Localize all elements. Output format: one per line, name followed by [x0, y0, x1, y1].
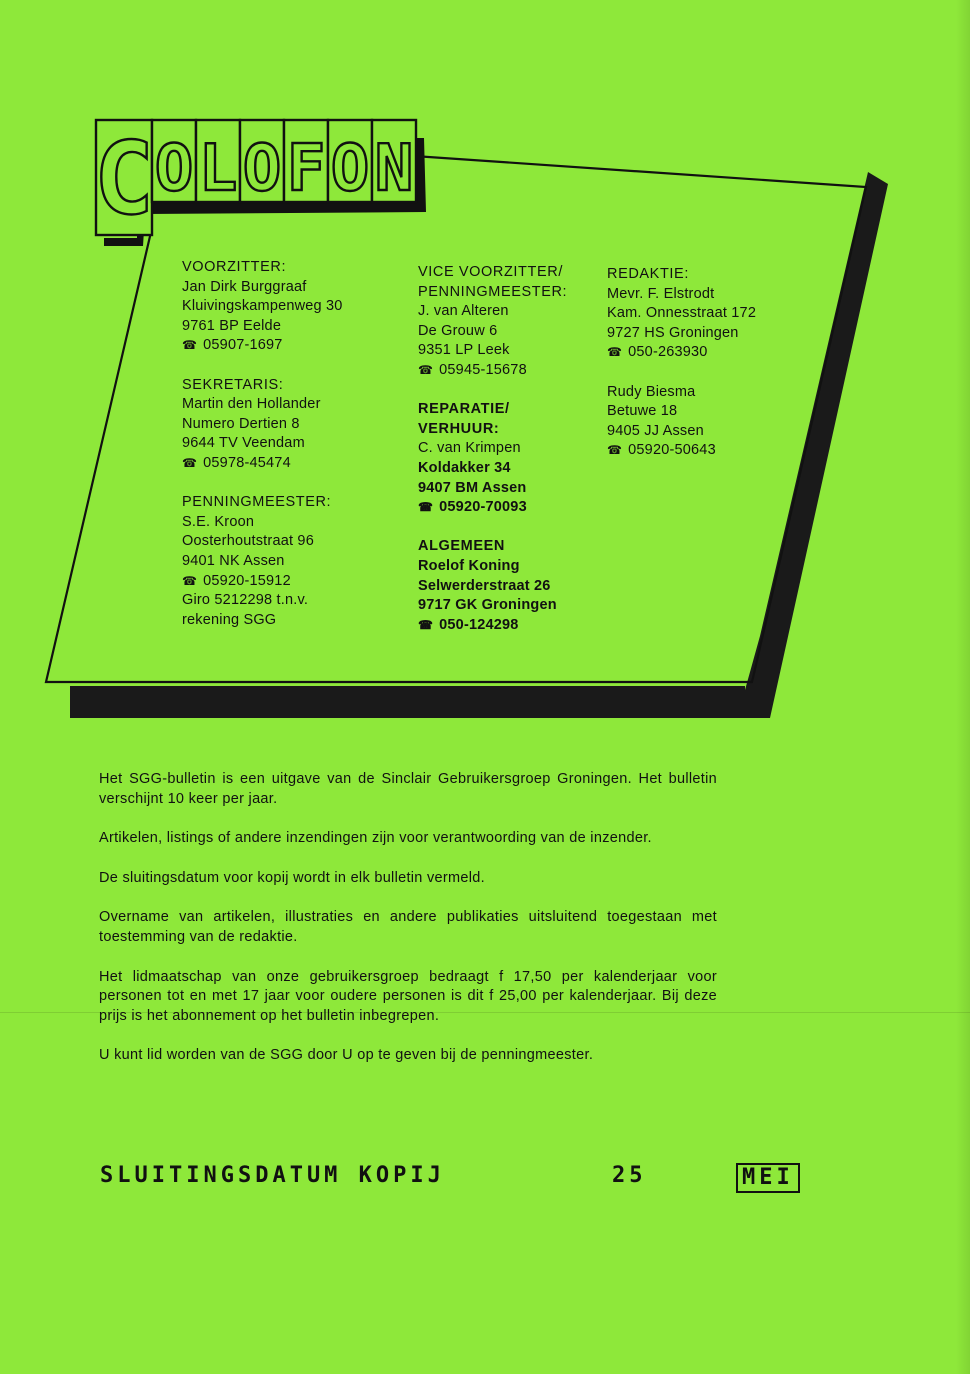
algemeen-heading: ALGEMEEN	[418, 538, 505, 555]
logo-letters	[94, 120, 413, 237]
svg-text:O: O	[154, 132, 194, 206]
redaktie-2-street: Betuwe 18	[607, 403, 678, 420]
penningmeester-street: Oosterhoutstraat 96	[182, 533, 314, 550]
sekretaris-phone: ☎ 05978-45474	[182, 454, 343, 474]
voorzitter-phone: ☎ 05907-1697	[182, 336, 343, 356]
vice-heading-1: VICE VOORZITTER/	[418, 264, 563, 280]
vice-name: J. van Alteren	[418, 303, 509, 320]
vice-heading-2: PENNINGMEESTER:	[418, 283, 568, 300]
reparatie-heading-2: VERHUUR:	[418, 420, 500, 437]
redaktie-name: Mevr. F. Elstrodt	[607, 285, 715, 302]
algemeen-city: 9717 GK Groningen	[418, 597, 557, 614]
paragraph-publisher: Het SGG-bulletin is een uitgave van de Sinclair Gebruikersgroep Groningen. Het bulletin verschijnt 10 keer per jaar.	[99, 771, 717, 807]
voorzitter-street: Kluivingskampenweg 30	[182, 298, 343, 315]
penningmeester-phone: ☎ 05920-15912	[182, 572, 343, 592]
penningmeester-city: 9401 NK Assen	[182, 552, 285, 569]
column-left	[182, 258, 343, 630]
reparatie-street: Koldakker 34	[418, 459, 511, 476]
algemeen-phone: ☎ 050-124298	[418, 616, 567, 636]
reparatie-name: C. van Krimpen	[418, 440, 521, 457]
sekretaris-name: Martin den Hollander	[182, 396, 321, 413]
voorzitter-city: 9761 BP Eelde	[182, 317, 282, 334]
sekretaris-heading: SEKRETARIS:	[182, 376, 284, 393]
redaktie-2-phone: ☎ 05920-50643	[607, 441, 756, 461]
paragraph-copyright: Overname van artikelen, illustraties en andere publikaties uitsluitend toegestaan met toestemming van de redaktie.	[99, 909, 717, 945]
svg-text:L: L	[198, 132, 238, 206]
vice-city: 9351 LP Leek	[418, 342, 510, 359]
paragraph-deadline: De sluitingsdatum voor kopij wordt in elk bulletin vermeld.	[99, 869, 486, 886]
vice-phone: ☎ 05945-15678	[418, 361, 567, 381]
redaktie-2-name: Rudy Biesma	[607, 383, 696, 400]
reparatie-heading-1: REPARATIE/	[418, 401, 510, 418]
reparatie-phone: ☎ 05920-70093	[418, 498, 567, 518]
redaktie-city: 9727 HS Groningen	[607, 324, 739, 341]
body-text	[99, 770, 717, 1086]
svg-text:O: O	[242, 132, 282, 206]
voorzitter-heading: VOORZITTER:	[182, 259, 287, 275]
deadline-text: SLUITINGSDATUM KOPIJ	[100, 1163, 445, 1188]
algemeen-street: Selwerderstraat 26	[418, 577, 551, 594]
redaktie-heading: REDAKTIE:	[607, 266, 689, 282]
deadline-banner	[100, 1163, 810, 1197]
svg-text:O: O	[330, 132, 370, 206]
svg-text:F: F	[286, 132, 326, 206]
voorzitter-name: Jan Dirk Burggraaf	[182, 278, 307, 295]
penningmeester-name: S.E. Kroon	[182, 513, 255, 530]
paragraph-join: U kunt lid worden van de SGG door U op te geven bij de penningmeester.	[99, 1047, 594, 1064]
algemeen-name: Roelof Koning	[418, 557, 520, 574]
reparatie-city: 9407 BM Assen	[418, 479, 527, 496]
paragraph-membership: Het lidmaatschap van onze gebruikersgroep bedraagt f 17,50 per kalenderjaar voor personen tot en met 17 jaar voor oudere personen is dit f 25,00 per kalenderjaar. Bij deze prijs is het abonnement op het bulletin inbegrepen.	[99, 968, 717, 1024]
penningmeester-giro: Giro 5212298 t.n.v.	[182, 592, 309, 609]
column-right	[607, 265, 756, 461]
column-middle	[418, 263, 567, 635]
penningmeester-heading: PENNINGMEESTER:	[182, 494, 332, 511]
vice-street: De Grouw 6	[418, 322, 498, 339]
sekretaris-street: Numero Dertien 8	[182, 415, 300, 432]
redaktie-phone: ☎ 050-263930	[607, 343, 756, 363]
svg-text:C: C	[93, 120, 155, 237]
paragraph-responsibility: Artikelen, listings of andere inzendingen zijn voor verantwoording van de inzender.	[99, 830, 652, 847]
sekretaris-city: 9644 TV Veendam	[182, 435, 305, 452]
svg-text:N: N	[374, 132, 414, 206]
penningmeester-account: rekening SGG	[182, 611, 277, 628]
deadline-day: 25	[612, 1163, 647, 1188]
redaktie-street: Kam. Onnesstraat 172	[607, 305, 757, 322]
deadline-month: MEI	[736, 1163, 800, 1193]
redaktie-2-city: 9405 JJ Assen	[607, 422, 704, 439]
